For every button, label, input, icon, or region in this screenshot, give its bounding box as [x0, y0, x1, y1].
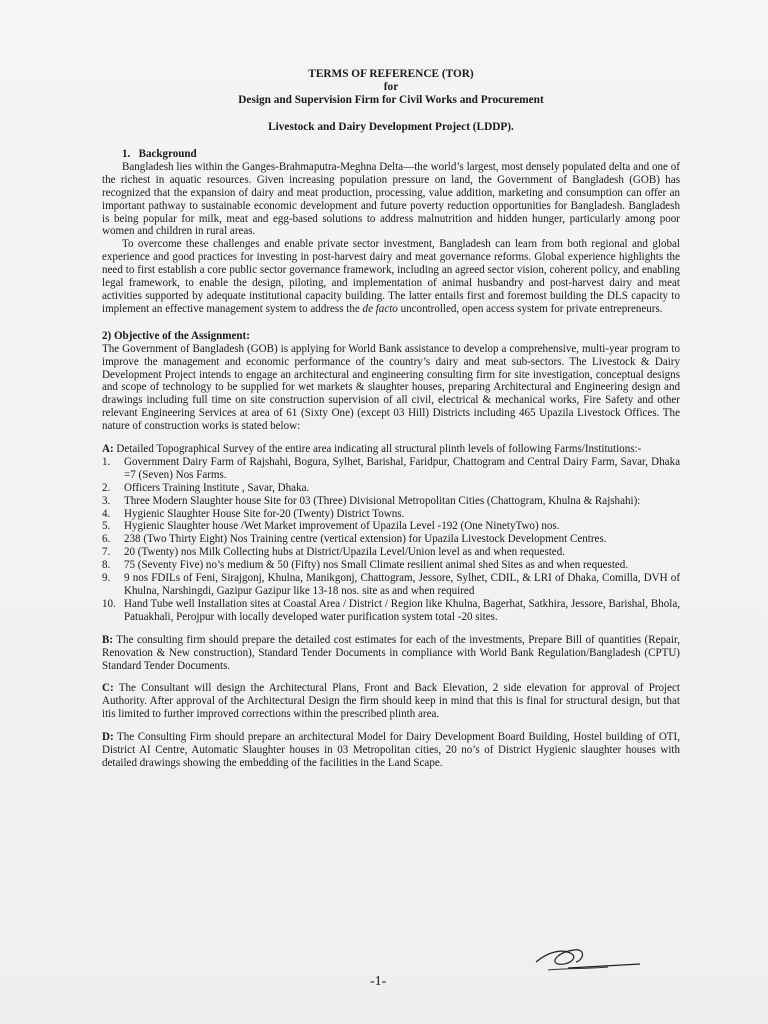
list-item-text: 238 (Two Thirty Eight) Nos Training centre (vertical extension) for Upazila Livestock Development Centres.: [124, 533, 607, 546]
background-heading: 1. Background: [122, 148, 197, 160]
list-item-number: 2.: [102, 481, 111, 494]
section-b: [102, 634, 680, 673]
list-item: [102, 598, 680, 624]
document-header: [102, 68, 680, 134]
list-item: [102, 495, 680, 508]
section-a-intro: [102, 443, 680, 456]
objective-paragraph: The Government of Bangladesh (GOB) is applying for World Bank assistance to develop a comprehensive, multi-year program to improve the management and economic performance of the country’s dairy and meat sub-sectors. The Livestock & Dairy Development Project intends to engage an architectural and engineering consulting firm for site investigation, conceptual designs and scope of technology to be supplied for wet markets & slaughter houses, preparing Architectural and Engineering design and drawings including full time on site construction supervision of all civil, electrical & mechanical works, Fire Safety and other relevant Engineering Services at area of 61 (Sixty One) (except 03 Hill) Districts including 465 Upazila Livestock Offices. The nature of construction works is stated below:: [102, 342, 680, 433]
survey-sites-list: [102, 456, 680, 624]
document-subtitle: Design and Supervision Firm for Civil Works and Procurement: [238, 94, 544, 106]
title-for: for: [383, 81, 399, 93]
list-item-number: 6.: [102, 533, 111, 546]
section-a-text: Detailed Topographical Survey of the entire area indicating all structural plinth levels of following Farms/Institutions:-: [113, 443, 642, 456]
background-paragraph-2-text: To overcome these challenges and enable private sector investment, Bangladesh can learn from both regional and global experience and good practices for investing in post-harvest dairy and meat governance reforms. Global experience highlights the need to first establish a core public sector governance framework, including an agreed sector vision, coherent policy, and enabling legal framework, to enable the design, piloting, and implementation of animal husbandry and post-harvest dairy and meat activities supported by adequate institutional capacity building. The latter entails first and foremost building the DLS capacity to implement an effective management system to address the: [102, 238, 680, 315]
list-item: [102, 456, 680, 482]
list-item: [102, 533, 680, 546]
project-name: Livestock and Dairy Development Project (LDDP).: [268, 121, 514, 133]
handwritten-signature: [528, 938, 648, 978]
section-b-label: B:: [102, 633, 114, 646]
list-item-text: Government Dairy Farm of Rajshahi, Bogura, Sylhet, Barishal, Faridpur, Chattogram and Central Dairy Farm, Savar, Dhaka =7 (Seven) Nos Farms.: [124, 455, 680, 481]
list-item-text: Three Modern Slaughter house Site for 03 (Three) Divisional Metropolitan Cities (Chattogram, Khulna & Rajshahi):: [124, 494, 641, 507]
section-c: [102, 682, 680, 721]
document-title: TERMS OF REFERENCE (TOR): [308, 68, 474, 80]
section-d-label: D:: [102, 731, 114, 744]
list-item-number: 3.: [102, 494, 111, 507]
background-paragraph-2-end: uncontrolled, open access system for private entrepreneurs.: [397, 302, 663, 315]
section-d: [102, 731, 680, 770]
list-item-number: 5.: [102, 520, 111, 533]
list-item: [102, 482, 680, 495]
list-item: [102, 508, 680, 521]
section-c-text: The Consultant will design the Architectural Plans, Front and Back Elevation, 2 side elevation for approval of Project Authority. After approval of the Architectural Design the firm should keep in mind that this is final for structural design, but that itis limited to further improved corrections within the prescribed plinth area.: [102, 682, 680, 721]
list-item: [102, 559, 680, 572]
list-item-number: 7.: [102, 546, 111, 559]
list-item-number: 9.: [102, 572, 111, 585]
list-item-number: 4.: [102, 507, 111, 520]
section-d-text: The Consulting Firm should prepare an architectural Model for Dairy Development Board Building, Hostel building of OTI, District AI Centre, Automatic Slaughter houses in 03 Metropolitan cities, 20 no’s of District Hygienic slaughter houses with detailed drawings showing the embedding of the facilities in the Land Scape.: [102, 731, 680, 769]
list-item: [102, 572, 680, 598]
section-b-text: The consulting firm should prepare the detailed cost estimates for each of the investments, Prepare Bill of quantities (Repair, Renovation & New construction), Standard Tender Documents in compliance with World Bank Regulation/Bangladesh (CPTU) Standard Tender Documents.: [102, 633, 680, 672]
list-item-text: 9 nos FDILs of Feni, Sirajgonj, Khulna, Manikgonj, Chattogram, Jessore, Sylhet, CDIL, & LRI of Dhaka, Comilla, DVH of Khulna, Narshingdi, Gazipur Gazipur like 13-18 nos. site as and when required: [124, 572, 680, 597]
list-item-text: Officers Training Institute , Savar, Dhaka.: [124, 481, 310, 494]
section-a-label: A:: [102, 443, 114, 456]
list-item-text: 20 (Twenty) nos Milk Collecting hubs at District/Upazila Level/Union level as and when requested.: [124, 546, 565, 559]
background-paragraph-1: Bangladesh lies within the Ganges-Brahmaputra-Meghna Delta—the world’s largest, most densely populated delta and one of the richest in aquatic resources. Given increasing population pressure on land, the Government of Bangladesh (GOB) has recognized that the expansion of dairy and meat production, processing, value addition, marketing and consumption can offer an important pathway to sustainable economic development and future poverty reduction opportunities for Bangladesh. Bangladesh is being popular for milk, meat and egg-based solutions to address malnutrition and hidden hunger, particularly among poor women and children in rural areas.: [102, 160, 680, 238]
list-item-text: Hygienic Slaughter House Site for-20 (Twenty) District Towns.: [124, 507, 405, 520]
list-item-text: Hygienic Slaughter house /Wet Market improvement of Upazila Level -192 (One NinetyTwo) nos.: [124, 520, 560, 533]
background-paragraph-2: [102, 238, 680, 315]
list-item-number: 10.: [102, 597, 116, 610]
list-item: [102, 546, 680, 559]
objective-heading: 2) Objective of the Assignment:: [102, 329, 250, 342]
document-body: [102, 68, 680, 770]
page-number: -1-: [370, 974, 387, 989]
list-item-text: 75 (Seventy Five) no’s medium & 50 (Fifty) nos Small Climate resilient animal shed Sites as and when requested.: [124, 559, 629, 572]
de-facto-italic: de facto: [362, 302, 398, 315]
section-c-label: C:: [102, 682, 114, 695]
list-item: [102, 520, 680, 533]
list-item-number: 8.: [102, 559, 111, 572]
list-item-text: Hand Tube well Installation sites at Coastal Area / District / Region like Khulna, Bagerhat, Satkhira, Jessore, Barishal, Bhola, Patuakhali, Perojpur with locally developed water purification system total -20 sites.: [124, 597, 680, 623]
list-item-number: 1.: [102, 455, 111, 468]
